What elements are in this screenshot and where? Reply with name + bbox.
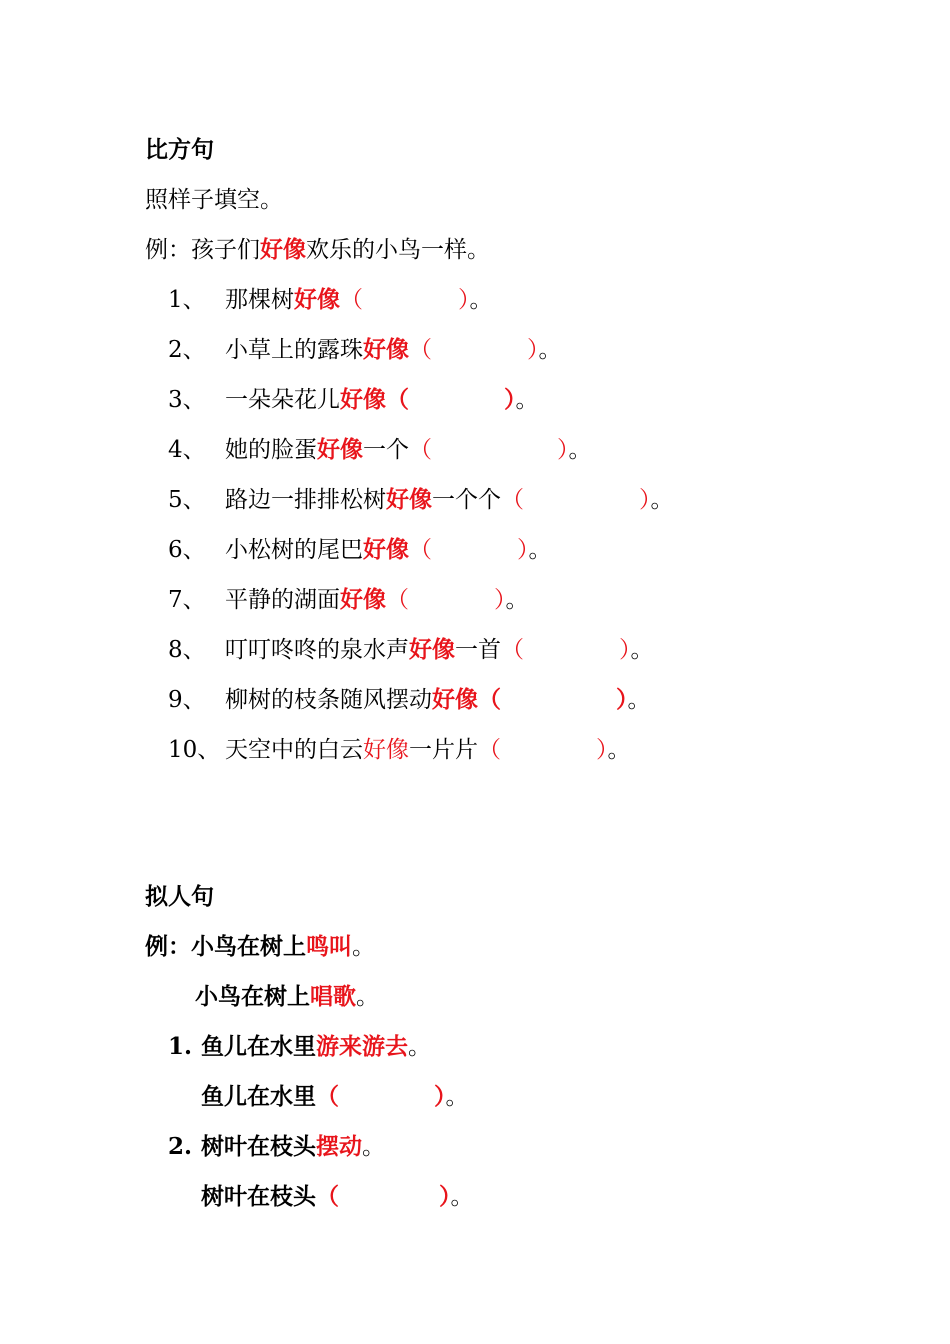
open-paren: （ — [501, 637, 524, 663]
close-paren: ） — [616, 686, 628, 713]
item-keyword: 好像 — [363, 536, 409, 563]
item-period: 。 — [505, 587, 529, 613]
item-sentence: 树叶在枝头 — [201, 1133, 316, 1160]
item-number: 1. — [168, 1033, 193, 1060]
open-paren: （ — [386, 587, 409, 613]
open-paren: （ — [501, 487, 524, 513]
item-keyword: 好像 — [340, 586, 386, 613]
open-paren: （ — [409, 537, 432, 563]
close-paren: ） — [494, 587, 506, 613]
item-keyword: 游来游去 — [316, 1033, 408, 1060]
open-paren: （ — [386, 386, 409, 413]
close-paren: ） — [596, 737, 608, 763]
item-text-after: 一个个 — [432, 487, 501, 513]
item-text-after: 一片片 — [409, 737, 478, 763]
section-title-personification: 拟人句 — [145, 883, 214, 910]
item-number: 8、 — [168, 637, 206, 663]
close-paren: ） — [527, 337, 539, 363]
item-period: 。 — [607, 737, 631, 763]
item-text-after: 一个 — [363, 437, 409, 463]
item-period: 。 — [528, 537, 552, 563]
close-paren: ） — [639, 487, 651, 513]
item-number: 10、 — [168, 737, 221, 763]
item-text-before: 一朵朵花儿 — [225, 387, 340, 413]
open-paren: （ — [316, 1183, 339, 1210]
blank-line-text: 鱼儿在水里 — [201, 1083, 316, 1110]
item-keyword: 好像 — [340, 386, 386, 413]
item-number: 7、 — [168, 587, 206, 613]
example-line1-before: 小鸟在树上 — [191, 933, 306, 960]
close-paren: ） — [517, 537, 529, 563]
simile-item — [168, 335, 562, 365]
example-label: 例： — [145, 933, 191, 960]
simile-item — [168, 735, 631, 765]
instruction-text: 照样子填空。 — [145, 187, 283, 213]
simile-item — [168, 435, 592, 465]
open-paren: （ — [409, 437, 432, 463]
item-period: 。 — [630, 637, 654, 663]
item-period: 。 — [469, 287, 493, 313]
section-title-simile: 比方句 — [145, 136, 214, 163]
open-paren: （ — [409, 337, 432, 363]
item-keyword: 好像 — [294, 286, 340, 313]
open-paren: （ — [478, 686, 501, 713]
personification-example-line2 — [195, 982, 379, 1012]
personification-blank-line — [201, 1182, 474, 1212]
close-paren: ） — [434, 1083, 446, 1110]
item-text-before: 那棵树 — [225, 287, 294, 313]
simile-item — [168, 685, 651, 715]
item-period: 。 — [627, 687, 651, 713]
example-sentence — [145, 235, 490, 265]
item-keyword: 好像 — [409, 636, 455, 663]
example-suffix: 欢乐的小鸟一样。 — [306, 237, 490, 263]
simile-item — [168, 385, 539, 415]
example-line1-end: 。 — [352, 934, 375, 960]
close-paren: ） — [557, 437, 569, 463]
open-paren: （ — [316, 1083, 339, 1110]
item-period: 。 — [445, 1084, 469, 1110]
item-period: 。 — [568, 437, 592, 463]
close-paren: ） — [504, 386, 516, 413]
item-number: 6、 — [168, 537, 206, 563]
item-text-before: 叮叮咚咚的泉水声 — [225, 637, 409, 663]
item-keyword: 好像 — [317, 436, 363, 463]
personification-example-line1 — [145, 932, 375, 962]
item-number: 1、 — [168, 287, 206, 313]
item-text-before: 她的脸蛋 — [225, 437, 317, 463]
example-line2-before: 小鸟在树上 — [195, 983, 310, 1010]
blank-line-text: 树叶在枝头 — [201, 1183, 316, 1210]
close-paren: ） — [458, 287, 470, 313]
example-line2-keyword: 唱歌 — [310, 983, 356, 1010]
item-period: 。 — [650, 487, 674, 513]
item-number: 5、 — [168, 487, 206, 513]
item-text-after: 一首 — [455, 637, 501, 663]
item-sentence: 鱼儿在水里 — [201, 1033, 316, 1060]
item-period: 。 — [362, 1134, 385, 1160]
item-period: 。 — [450, 1184, 474, 1210]
item-text-before: 柳树的枝条随风摆动 — [225, 687, 432, 713]
item-number: 2、 — [168, 337, 206, 363]
close-paren: ） — [439, 1183, 451, 1210]
example-line1-keyword: 鸣叫 — [306, 933, 352, 960]
item-keyword: 好像 — [386, 486, 432, 513]
simile-item — [168, 585, 529, 615]
item-keyword: 好像 — [363, 737, 409, 763]
item-period: 。 — [408, 1034, 431, 1060]
example-prefix: 例：孩子们 — [145, 237, 260, 263]
item-text-before: 路边一排排松树 — [225, 487, 386, 513]
example-line2-end: 。 — [356, 984, 379, 1010]
item-keyword: 摆动 — [316, 1133, 362, 1160]
item-keyword: 好像 — [432, 686, 478, 713]
item-number: 2. — [168, 1133, 193, 1160]
close-paren: ） — [619, 637, 631, 663]
item-text-before: 小草上的露珠 — [225, 337, 363, 363]
item-period: 。 — [515, 387, 539, 413]
example-keyword: 好像 — [260, 236, 306, 263]
item-text-before: 小松树的尾巴 — [225, 537, 363, 563]
item-number: 3、 — [168, 387, 206, 413]
open-paren: （ — [340, 287, 363, 313]
item-text-before: 平静的湖面 — [225, 587, 340, 613]
open-paren: （ — [478, 737, 501, 763]
personification-item — [168, 1132, 385, 1162]
personification-blank-line — [201, 1082, 469, 1112]
simile-item — [168, 635, 654, 665]
item-period: 。 — [538, 337, 562, 363]
simile-item — [168, 535, 552, 565]
simile-item — [168, 485, 674, 515]
simile-item — [168, 285, 493, 315]
item-number: 9、 — [168, 687, 206, 713]
item-number: 4、 — [168, 437, 206, 463]
personification-item — [168, 1032, 431, 1062]
item-text-before: 天空中的白云 — [225, 737, 363, 763]
item-keyword: 好像 — [363, 336, 409, 363]
